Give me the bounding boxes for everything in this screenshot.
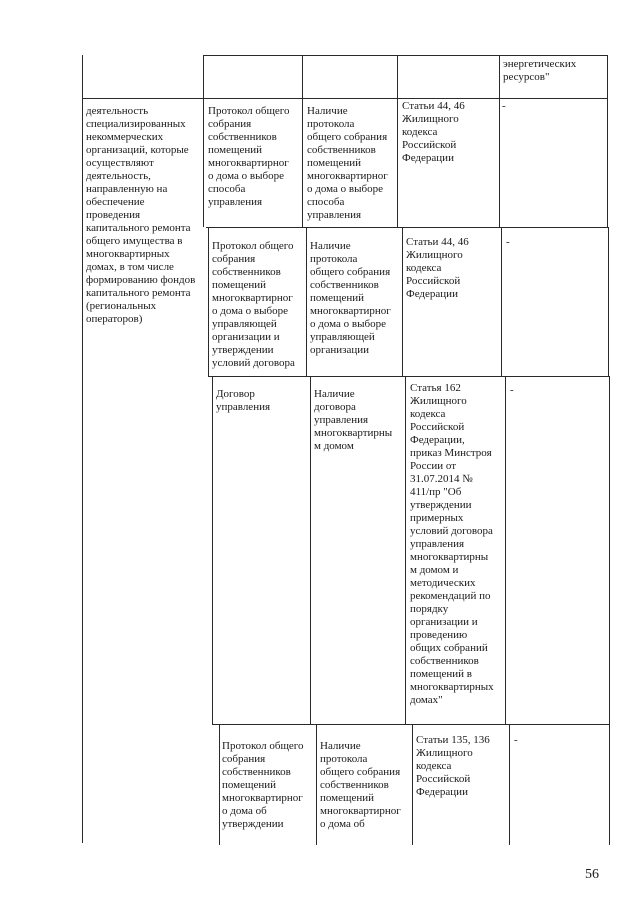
- row-1-document: Протокол общего собрания собственников помещений многоквартирног о дома о выборе способа управления: [208, 105, 290, 208]
- page-number: 56: [585, 867, 599, 882]
- row-4-legal-basis: Статьи 135, 136 Жилищного кодекса Российской Федерации: [416, 734, 490, 798]
- row-border-1: [206, 227, 609, 228]
- col-border-4d: [509, 724, 510, 845]
- row-2-legal-basis: Статьи 44, 46 Жилищного кодекса Российской Федерации: [406, 236, 469, 300]
- col-border-2d: [316, 724, 317, 845]
- row-3-legal-basis: Статья 162 Жилищного кодекса Российской Федерации, приказ Минстроя России от 31.07.2014 № 411/пр "Об утверждении примерных условий договора управления многоквартирны м домом и методических рекомендаций по порядку организации и проведению общих собраний собственников помещений в многоквартирных домах": [410, 382, 494, 706]
- col-border-4b: [501, 227, 502, 377]
- row-2-document: Протокол общего собрания собственников помещений многоквартирног о дома о выборе управляющей организации и утверждении условий договора: [212, 240, 295, 369]
- row-3-requirement: Наличие договора управления многоквартирны м домом: [314, 388, 393, 452]
- row-1-note: -: [502, 100, 506, 112]
- row-3-note: -: [510, 384, 514, 396]
- col-border-2a: [302, 55, 303, 227]
- col-border-3d: [412, 724, 413, 845]
- row-2-note: -: [506, 236, 510, 248]
- row-4-document: Протокол общего собрания собственников помещений многоквартирног о дома об утверждении: [222, 740, 304, 830]
- col-border-5c: [609, 376, 610, 725]
- col-border-0: [82, 55, 83, 843]
- col-border-5d: [609, 724, 610, 845]
- col-border-1c: [212, 376, 213, 725]
- row-border-top: [203, 55, 608, 56]
- col-border-1a: [203, 55, 204, 227]
- row-3-document: Договор управления: [216, 388, 271, 413]
- row-2-requirement: Наличие протокола общего собрания собственников помещений многоквартирног о дома о выборе управляющей организации: [310, 240, 391, 356]
- header-cell-resources: энергетических ресурсов": [503, 58, 577, 83]
- col-border-3b: [402, 227, 403, 377]
- col-border-3a: [397, 55, 398, 227]
- col-border-4a: [499, 55, 500, 227]
- row-1-requirement: Наличие протокола общего собрания собственников помещений многоквартирног о дома о выборе способа управления: [307, 105, 388, 221]
- row-4-note: -: [514, 734, 518, 746]
- row-border-2: [208, 376, 610, 377]
- activity-description: деятельность специализированных некоммерческих организаций, которые осуществляют деятельность, направленную на обеспечение проведения капитального ремонта общего имущества в многоквартирных домах, в том числе формированию фондов капитального ремонта (региональных операторов): [86, 105, 196, 325]
- row-border-3: [212, 724, 610, 725]
- col-border-2c: [310, 376, 311, 725]
- col-border-3c: [405, 376, 406, 725]
- col-border-5b: [608, 227, 609, 377]
- row-border-header: [82, 98, 608, 99]
- col-border-1d: [219, 724, 220, 845]
- col-border-5a: [607, 55, 608, 227]
- row-1-legal-basis: Статьи 44, 46 Жилищного кодекса Российской Федерации: [402, 100, 465, 164]
- col-border-1b: [208, 227, 209, 377]
- row-4-requirement: Наличие протокола общего собрания собственников помещений многоквартирног о дома об: [320, 740, 401, 830]
- col-border-2b: [306, 227, 307, 377]
